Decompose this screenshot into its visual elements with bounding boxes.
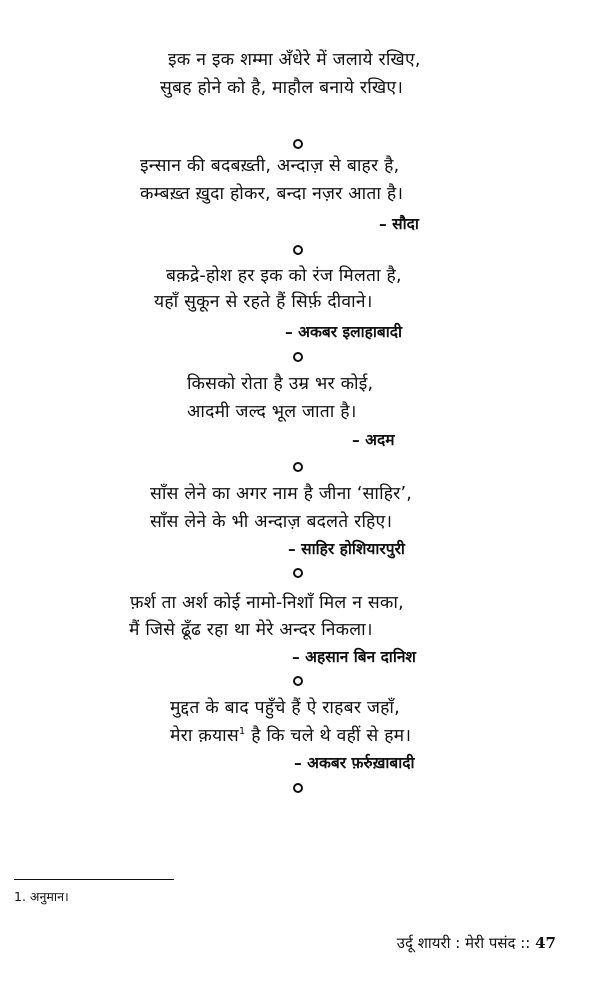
poet-attribution: – साहिर होशियारपुरी <box>288 540 405 558</box>
separator-circle-icon <box>293 139 303 149</box>
footnote-text: 1. अनुमान। <box>14 889 69 904</box>
page-footer <box>397 933 556 953</box>
footnote-divider <box>14 879 174 880</box>
verse-line: इन्सान की बदबख़्ती, अन्दाज़ से बाहर है, <box>140 156 400 176</box>
verse-line: साँस लेने के भी अन्दाज़ बदलते रहिए। <box>150 512 393 532</box>
poet-attribution: – सौदा <box>379 215 419 233</box>
poet-attribution: – अहसान बिन दानिश <box>292 648 416 666</box>
separator-circle-icon <box>293 462 303 472</box>
running-title: उर्दू शायरी : मेरी पसंद :: <box>396 934 531 952</box>
poet-attribution: – अकबर इलाहाबादी <box>285 323 402 341</box>
poet-attribution: – अकबर फ़र्रुख़ाबादी <box>294 754 415 772</box>
verse-line <box>170 725 411 747</box>
verse-line: यहाँ सुकून से रहते हैं सिर्फ़ दीवाने। <box>154 292 373 312</box>
verse-line: कम्बख़्त ख़ुदा होकर, बन्दा नज़र आता है। <box>140 184 404 204</box>
verse-line: सुबह होने को है, माहौल बनाये रखिए। <box>160 78 404 98</box>
verse-line: इक न इक शम्मा अँधेरे में जलाये रखिए, <box>168 50 421 70</box>
verse-line: मुद्दत के बाद पहुँचे हैं ऐ राहबर जहाँ, <box>170 698 400 718</box>
separator-circle-icon <box>293 676 303 686</box>
verse-line: साँस लेने का अगर नाम है जीना ‘साहिर’, <box>150 484 413 504</box>
verse-line: किसको रोता है उम्र भर कोई, <box>187 374 374 394</box>
separator-circle-icon <box>293 783 303 793</box>
footnote-marker: 1 <box>238 726 246 737</box>
verse-line: बक़द्रे-होश हर इक को रंज मिलता है, <box>166 266 402 286</box>
verse-line: फ़र्श ता अर्श कोई नामो-निशाँ मिल न सका, <box>130 593 404 613</box>
page-number: 47 <box>535 934 556 952</box>
separator-circle-icon <box>293 245 303 255</box>
verse-line: आदमी जल्द भूल जाता है। <box>187 402 357 422</box>
poet-attribution: – अदम <box>352 431 395 449</box>
separator-circle-icon <box>293 352 303 362</box>
verse-line: मैं जिसे ढूँढ रहा था मेरे अन्दर निकला। <box>129 620 373 640</box>
verse-fragment: है कि चले थे वहीं से हम। <box>251 726 412 746</box>
verse-fragment: मेरा क़यास <box>170 726 239 746</box>
separator-circle-icon <box>293 568 303 578</box>
